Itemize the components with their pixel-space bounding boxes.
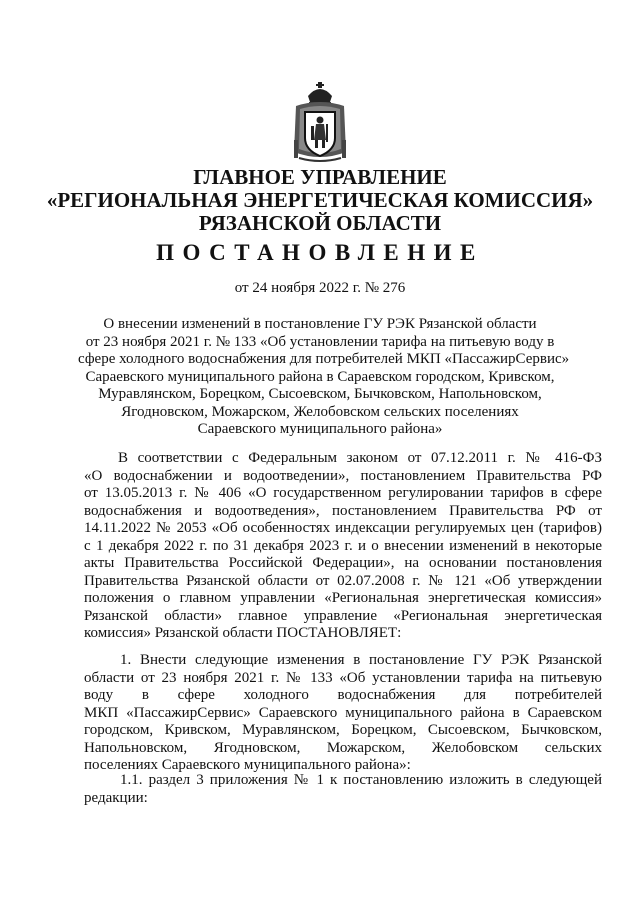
preamble-line: водоснабжения и водоотведения», постановлением Правительства РФ от (84, 502, 602, 519)
item-1-1-line: 1.1. раздел 3 приложения № 1 к постановлению изложить в следующей (120, 772, 602, 788)
preamble-line: В соответствии с Федеральным законом от 07.12.2011 г. № 416-ФЗ (118, 450, 602, 466)
subject-line: Сараевского муниципального района в Сараевском городском, Кривском, (85, 368, 555, 385)
subject-line: Сараевского муниципального района» (197, 421, 443, 437)
preamble-line: 14.11.2022 № 2053 «Об особенностях индексации регулируемых цен (тарифов) (84, 520, 602, 536)
preamble-line: от 13.05.2013 г. № 406 «О государственном регулировании тарифов в сфере (84, 485, 602, 501)
item-1-1-line: редакции: (84, 789, 148, 806)
item-1-line: области от 23 ноября 2021 г. № 133 «Об установлении тарифа на питьевую (84, 669, 602, 686)
item-1-line: поселениях Сараевского муниципального района»: (84, 757, 411, 773)
coat-of-arms-icon (291, 80, 349, 164)
preamble-line: комиссия» Рязанской области ПОСТАНОВЛЯЕТ: (84, 625, 402, 641)
agency-name-line-2: «РЕГИОНАЛЬНАЯ ЭНЕРГЕТИЧЕСКАЯ КОМИССИЯ» (46, 188, 594, 212)
preamble-line: с 1 декабря 2022 г. по 31 декабря 2023 г. и о внесении изменений в некоторые (84, 537, 602, 554)
preamble-paragraph (84, 450, 602, 643)
item-1-1-paragraph (84, 772, 602, 807)
subject-line: от 23 ноября 2021 г. № 133 «Об установлении тарифа на питьевую воду в (85, 333, 555, 350)
item-1-line: городском, Кривском, Муравлянском, Борецком, Сысоевском, Бычковском, (84, 722, 602, 738)
item-1-paragraph (84, 652, 602, 775)
item-1-line: Напольновском, Ягодновском, Можарском, Желобовском сельских (84, 739, 602, 756)
item-1-line: 1. Внести следующие изменения в постановление ГУ РЭК Рязанской (120, 652, 602, 668)
subject-line: Муравлянском, Борецком, Сысоевском, Бычковском, Напольновском, (98, 386, 542, 402)
preamble-line: «О водоснабжении и водоотведении», постановлением Правительства РФ (84, 467, 602, 484)
agency-name-line-1: ГЛАВНОЕ УПРАВЛЕНИЕ (193, 165, 447, 189)
preamble-line: Правительства Рязанской области от 02.07.2008 г. № 121 «Об утверждении (84, 572, 602, 589)
subject-line: сфере холодного водоснабжения для потребителей МКП «ПассажирСервис» (78, 351, 570, 367)
subject-line: Ягодновском, Можарском, Желобовском сельских поселениях (121, 403, 519, 420)
agency-name-line-3: РЯЗАНСКОЙ ОБЛАСТИ (198, 211, 442, 235)
item-1-line: МКП «ПассажирСервис» Сараевского муниципального района в Сараевском (84, 704, 602, 721)
item-1-line: воду в сфере холодного водоснабжения для потребителей (84, 687, 602, 703)
subject-line: О внесении изменений в постановление ГУ РЭК Рязанской области (103, 316, 537, 332)
document-date-number: от 24 ноября 2022 г. № 276 (234, 280, 406, 296)
preamble-line: Рязанской области» главное управление «Региональная энергетическая (84, 607, 602, 624)
preamble-line: акты Правительства Российской Федерации», на основании постановления (84, 555, 602, 571)
preamble-line: положения о главном управлении «Региональная энергетическая комиссия» (84, 590, 602, 606)
subject-block (78, 316, 570, 439)
document-type-title: ПОСТАНОВЛЕНИЕ (156, 240, 484, 265)
